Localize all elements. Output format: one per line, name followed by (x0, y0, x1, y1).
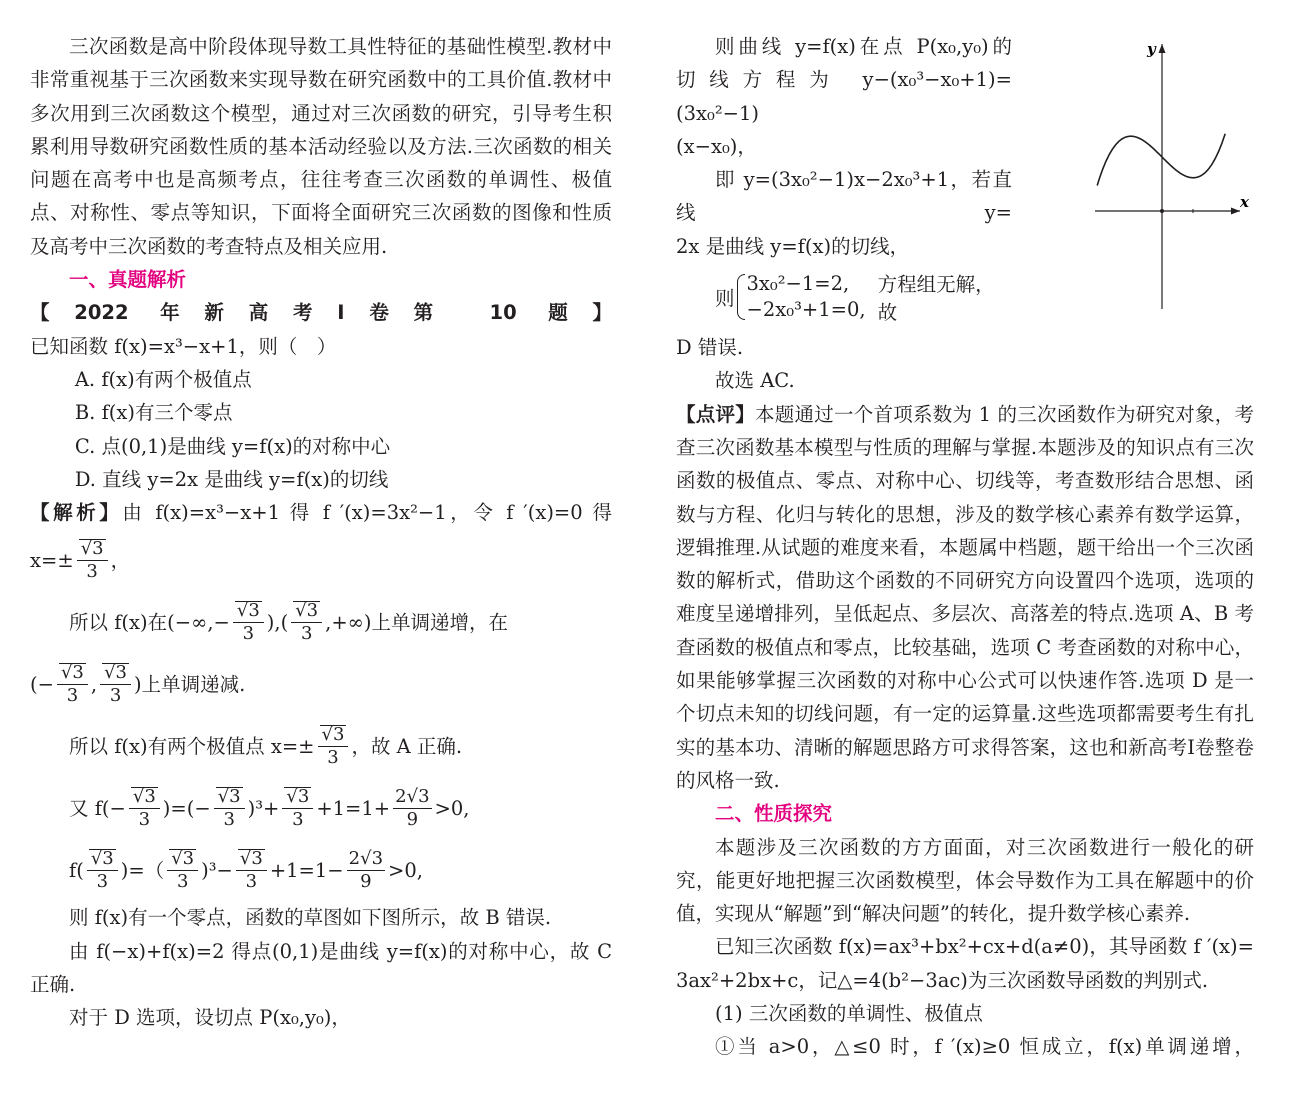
cubic-sketch-graph (1090, 34, 1260, 314)
fraction (347, 847, 385, 892)
review-text: 本题通过一个首项系数为 1 的三次函数作为研究对象，考查三次函数基本模型与性质的理解与掌握.本题涉及的知识点有三次函数的极值点、零点、对称中心、切线等，考查数形结合思想、函数与方程、化归与转化的思想，涉及的数学核心素养有数学运算，逻辑推理.从试题的难度来看，本题属中档题，题干给出一个三次函数的解析式，借助这个函数的不同研究方向设置四个选项，选项的难度呈递增排列，呈低起点、多层次、高落差的特点.选项 A、B 考查函数的极值点和零点，比较基础，选项 C 考查函数的对称中心，如果能够掌握三次函数的对称中心公式可以快速作答.选项 D 是一个切点未知的切线问题，有一定的运算量.这些选项都需要考生有扎实的基本功、清晰的解题思路方可求得答案，这也和新高考Ⅰ卷整卷的风格一致. (676, 402, 1254, 792)
fraction (129, 787, 160, 829)
intro-paragraph: 三次函数是高中阶段体现导数工具性特征的基础性模型.教材中非常重视基于三次函数来实现导数在研究函数中的工具价值.教材中多次用到三次函数这个模型，通过对三次函数的研究，引导考生积累利用导数研究函数性质的基本活动经验以及方法.三次函数的相关问题在高考中也是高频考点，往往考查三次函数的单调性、极值点、对称性、零点等知识，下面将全面研究三次函数的图像和性质及高考中三次函数的考查特点及相关应用. (30, 35, 612, 258)
text-segment: x=± (30, 548, 74, 572)
solution-line (30, 496, 612, 529)
fraction (282, 787, 313, 829)
text-segment: 又 f(− (69, 796, 126, 820)
text-segment: +1=1+ (316, 796, 391, 820)
section2-paragraph-2b: 3ax²+2bx+c，记△=4(b²−3ac)为三次函数导函数的判别式. (676, 968, 1209, 992)
text-segment: ，故 A 正确. (351, 734, 463, 758)
tangent-line-4: 即 y=(3x₀²−1)x−2x₀³+1，若直线 y= (676, 168, 1012, 225)
denominator: 3 (66, 685, 79, 707)
denominator: 3 (96, 871, 109, 893)
text-segment: (− (30, 672, 54, 696)
text-segment: ， (110, 548, 131, 572)
option-d: D. 直线 y=2x 是曲线 y=f(x)的切线 (74, 467, 389, 491)
denominator: 3 (223, 809, 235, 831)
numerator: √3 (171, 848, 195, 870)
section2-case-1: ①当 a>0，△≤0 时，f ′(x)≥0 恒成立，f(x)单调递增， (715, 1035, 1254, 1059)
denominator: 3 (176, 871, 189, 893)
numerator: 2√3 (395, 785, 430, 807)
text-segment: 所以 f(x)在(−∞,− (69, 610, 230, 634)
fraction (214, 787, 245, 829)
question-stem (30, 296, 612, 363)
left-column (30, 30, 612, 1035)
text-segment: 则 (715, 287, 735, 311)
math-row-extrema (30, 715, 612, 777)
section-title-1: 一、真题解析 (69, 268, 187, 292)
section2-subheading: (1) 三次函数的单调性、极值点 (715, 1002, 983, 1026)
denominator: 3 (292, 809, 304, 831)
numerator: √3 (132, 786, 156, 808)
fraction (87, 849, 118, 891)
math-row-roots (30, 529, 612, 591)
equation-2: −2x₀³+1=0, (746, 298, 866, 322)
text-segment: f( (69, 858, 84, 882)
text-segment: )上单调递减. (134, 672, 246, 696)
fraction (318, 725, 349, 767)
denominator: 3 (245, 871, 258, 893)
fraction (167, 849, 198, 891)
numerator: √3 (321, 724, 345, 746)
math-row-f-pos (30, 839, 612, 901)
text-segment: )=(− (162, 796, 211, 820)
fraction (77, 539, 108, 581)
denominator: 3 (242, 623, 255, 645)
numerator: √3 (239, 848, 263, 870)
denominator: 3 (86, 561, 98, 583)
fraction (57, 663, 88, 705)
numerator: √3 (236, 600, 260, 622)
solution-text: 由 f(x)=x³−x+1 得 f ′(x)=3x²−1，令 f ′(x)=0 得 (122, 501, 612, 525)
numerator: √3 (90, 848, 114, 870)
equation-system-row (676, 263, 1012, 331)
denominator: 3 (327, 747, 339, 769)
text-segment: >0, (388, 858, 423, 882)
option-b: B. f(x)有三个零点 (74, 401, 233, 425)
symmetry-line: 由 f(−x)+f(x)=2 得点(0,1)是曲线 y=f(x)的对称中心，故 C 正确. (30, 939, 612, 997)
denominator: 3 (300, 623, 313, 645)
section2-paragraph-2a: 已知三次函数 f(x)=ax³+bx²+cx+d(a≠0)，其导函数 f ′(x)= (715, 935, 1254, 959)
numerator: 2√3 (348, 847, 384, 869)
tangent-line-5: 2x 是曲线 y=f(x)的切线， (676, 234, 910, 258)
text-segment: >0, (434, 796, 470, 820)
denominator: 9 (360, 870, 372, 892)
text-segment: , (90, 672, 98, 696)
fraction (233, 601, 264, 643)
cubic-curve (1097, 134, 1225, 186)
math-row-decreasing (30, 653, 612, 715)
text-segment: )³− (201, 858, 233, 882)
solution-tag: 【解析】 (30, 501, 123, 525)
fraction (100, 663, 131, 705)
numerator: √3 (60, 662, 84, 684)
x-axis-arrow (1231, 208, 1240, 215)
x-axis-label: x (1240, 193, 1249, 211)
tangent-line-1: 则曲线 y=f(x)在点 P(x₀,y₀)的 (715, 35, 1012, 58)
numerator: √3 (286, 786, 310, 808)
numerator: √3 (80, 538, 104, 560)
text-segment: ,+∞)上单调递增，在 (325, 610, 509, 634)
denominator: 9 (406, 808, 419, 830)
fraction (291, 601, 322, 643)
text-segment: ),( (266, 610, 289, 634)
answer-line: 故选 AC. (715, 369, 795, 393)
question-tag: 【2022 年新高考Ⅰ卷第 10 题】 (30, 301, 612, 325)
numerator: √3 (295, 600, 319, 622)
text-segment: 所以 f(x)有两个极值点 x=± (69, 734, 315, 758)
text-segment: +1=1− (269, 858, 344, 882)
equation-1: 3x₀²−1=2, (746, 272, 850, 296)
text-segment: )=（ (120, 858, 165, 882)
numerator: √3 (217, 786, 241, 808)
y-axis-label: y (1147, 40, 1156, 58)
review-tag: 【点评】 (676, 402, 755, 426)
section2-paragraph-1: 本题涉及三次函数的方方面面，对三次函数进行一般化的研究，能更好地把握三次函数模型，体会导数作为工具在解题中的价值，实现从“解题”到“解决问题”的转化，提升数学核心素养. (676, 835, 1254, 926)
math-row-increasing (30, 591, 612, 653)
denominator: 3 (138, 809, 151, 831)
zero-count-line: 则 f(x)有一个零点，函数的草图如下图所示，故 B 错误. (69, 906, 552, 930)
origin-point (1160, 209, 1164, 213)
equation-system (735, 271, 866, 323)
d-wrong-line: D 错误. (676, 336, 744, 360)
option-c: C. 点(0,1)是曲线 y=f(x)的对称中心 (74, 434, 391, 458)
tangent-line-2: 切线方程为 y−(x₀³−x₀+1)=(3x₀²−1) (676, 68, 1012, 125)
text-segment: 方程组无解，故 (877, 273, 995, 325)
denominator: 3 (109, 685, 122, 707)
text-segment: )³+ (247, 796, 280, 820)
section-title-2: 二、性质探究 (715, 802, 833, 826)
fraction (393, 785, 431, 830)
option-a: A. f(x)有两个极值点 (74, 367, 252, 391)
y-axis-arrow (1159, 44, 1166, 53)
tangent-line-3: (x−x₀)， (676, 134, 757, 158)
fraction (236, 849, 267, 891)
math-row-f-neg (30, 777, 612, 839)
question-text: 已知函数 f(x)=x³−x+1，则（ ） (30, 334, 337, 358)
option-d-line: 对于 D 选项，设切点 P(x₀,y₀)， (69, 1006, 351, 1030)
review-paragraph (676, 398, 1254, 798)
numerator: √3 (104, 662, 127, 684)
